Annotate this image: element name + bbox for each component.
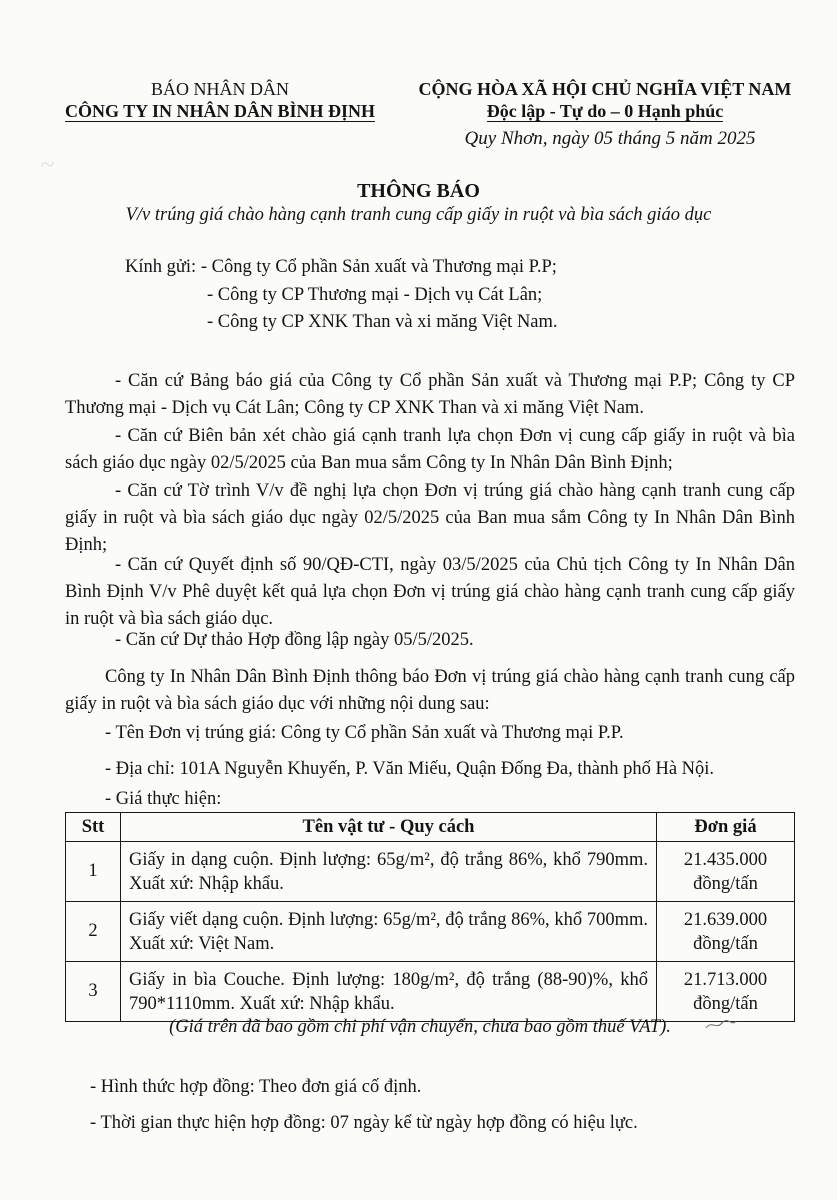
row-stt: 2	[66, 902, 121, 962]
header-left	[60, 78, 380, 122]
basis-paragraph: - Căn cứ Tờ trình V/v đề nghị lựa chọn Đơn vị trúng giá chào hàng cạnh tranh cung cấp giấy in ruột và bìa sách giáo dục ngày 02/5/2025 của Ban mua sắm Công ty In Nhân Dân Bình Định;	[65, 481, 795, 555]
row-unit: đồng/tấn	[693, 993, 758, 1014]
basis-paragraph: - Căn cứ Quyết định số 90/QĐ-CTI, ngày 03/5/2025 của Chủ tịch Công ty In Nhân Dân Bình Định V/v Phê duyệt kết quả lựa chọn Đơn vị trúng giá chào hàng cạnh tranh cung cấp giấy in ruột và bìa sách giáo dục.	[65, 555, 795, 629]
document-date: Quy Nhơn, ngày 05 tháng 5 năm 2025	[464, 128, 756, 149]
row-price: 21.713.000	[683, 969, 768, 990]
row-stt: 3	[66, 962, 121, 1022]
recipient-item: - Công ty CP Thương mại - Dịch vụ Cát Lân;	[207, 285, 543, 305]
price-note: (Giá trên đã bao gồm chi phí vận chuyển, chưa bao gồm thuế VAT).	[169, 1017, 671, 1037]
row-item-desc: Giấy in dạng cuộn. Định lượng: 65g/m², độ trắng 86%, khổ 790mm. Xuất xứ: Nhập khẩu.	[121, 842, 657, 902]
intro-paragraph: Công ty In Nhân Dân Bình Định thông báo Đơn vị trúng giá chào hàng cạnh tranh cung cấp giấy in ruột và bìa sách giáo dục với những nội dung sau:	[65, 667, 795, 714]
row-item-desc: Giấy viết dạng cuộn. Định lượng: 65g/m², độ trắng 86%, khổ 700mm. Xuất xứ: Việt Nam.	[121, 902, 657, 962]
initial-signature-icon	[704, 1018, 738, 1035]
contract-duration: - Thời gian thực hiện hợp đồng: 07 ngày kể từ ngày hợp đồng có hiệu lực.	[90, 1113, 638, 1133]
col-stt: Stt	[66, 813, 121, 842]
scan-smudge: ~​	[40, 150, 55, 179]
row-unit: đồng/tấn	[693, 933, 758, 954]
document-subtitle: V/v trúng giá chào hàng cạnh tranh cung cấp giấy in ruột và bìa sách giáo dục	[125, 205, 712, 225]
row-price: 21.435.000	[683, 849, 768, 870]
winner-name: - Tên Đơn vị trúng giá: Công ty Cổ phần Sản xuất và Thương mại P.P.	[105, 723, 624, 743]
table-header-row	[66, 813, 795, 842]
price-label: - Giá thực hiện:	[105, 789, 222, 809]
contract-form: - Hình thức hợp đồng: Theo đơn giá cố định.	[90, 1077, 422, 1097]
national-title: CỘNG HÒA XÃ HỘI CHỦ NGHĨA VIỆT NAM	[418, 79, 792, 99]
basis-paragraph: - Căn cứ Bảng báo giá của Công ty Cổ phần Sản xuất và Thương mại P.P; Công ty CP Thương mại - Dịch vụ Cát Lân; Công ty CP XNK Than và xi măng Việt Nam.	[65, 371, 795, 418]
national-motto: Độc lập - Tự do – 0 Hạnh phúc	[486, 101, 724, 121]
row-price-cell	[657, 842, 795, 902]
recipients-label: Kính gửi:	[125, 257, 197, 277]
col-price: Đơn giá	[657, 813, 795, 842]
row-price: 21.639.000	[683, 909, 768, 930]
row-item-desc: Giấy in bìa Couche. Định lượng: 180g/m², độ trắng (88-90)%, khổ 790*1110mm. Xuất xứ: Nhập khẩu.	[121, 962, 657, 1022]
row-price-cell	[657, 902, 795, 962]
basis-paragraph: - Căn cứ Biên bản xét chào giá cạnh tranh lựa chọn Đơn vị cung cấp giấy in ruột và bìa sách giáo dục ngày 02/5/2025 của Ban mua sắm Công ty In Nhân Dân Bình Định;	[65, 426, 795, 473]
recipients	[125, 254, 557, 281]
row-unit: đồng/tấn	[693, 873, 758, 894]
recipient-item: - Công ty CP XNK Than và xi măng Việt Nam.	[207, 312, 558, 332]
newspaper-name: BÁO NHÂN DÂN	[151, 79, 289, 99]
table-row	[66, 962, 795, 1022]
document-title: THÔNG BÁO	[357, 180, 480, 202]
header-right	[405, 78, 805, 122]
price-table	[65, 812, 795, 1022]
row-stt: 1	[66, 842, 121, 902]
winner-address: - Địa chỉ: 101A Nguyễn Khuyến, P. Văn Miếu, Quận Đống Đa, thành phố Hà Nội.	[105, 759, 715, 779]
table-row	[66, 902, 795, 962]
company-name: CÔNG TY IN NHÂN DÂN BÌNH ĐỊNH	[64, 101, 376, 121]
recipient-item: - Công ty Cổ phần Sản xuất và Thương mại P.P;	[200, 257, 557, 277]
row-price-cell	[657, 962, 795, 1022]
col-item: Tên vật tư - Quy cách	[121, 813, 657, 842]
basis-paragraph: - Căn cứ Dự thảo Hợp đồng lập ngày 05/5/2025.	[115, 630, 474, 650]
table-row	[66, 842, 795, 902]
